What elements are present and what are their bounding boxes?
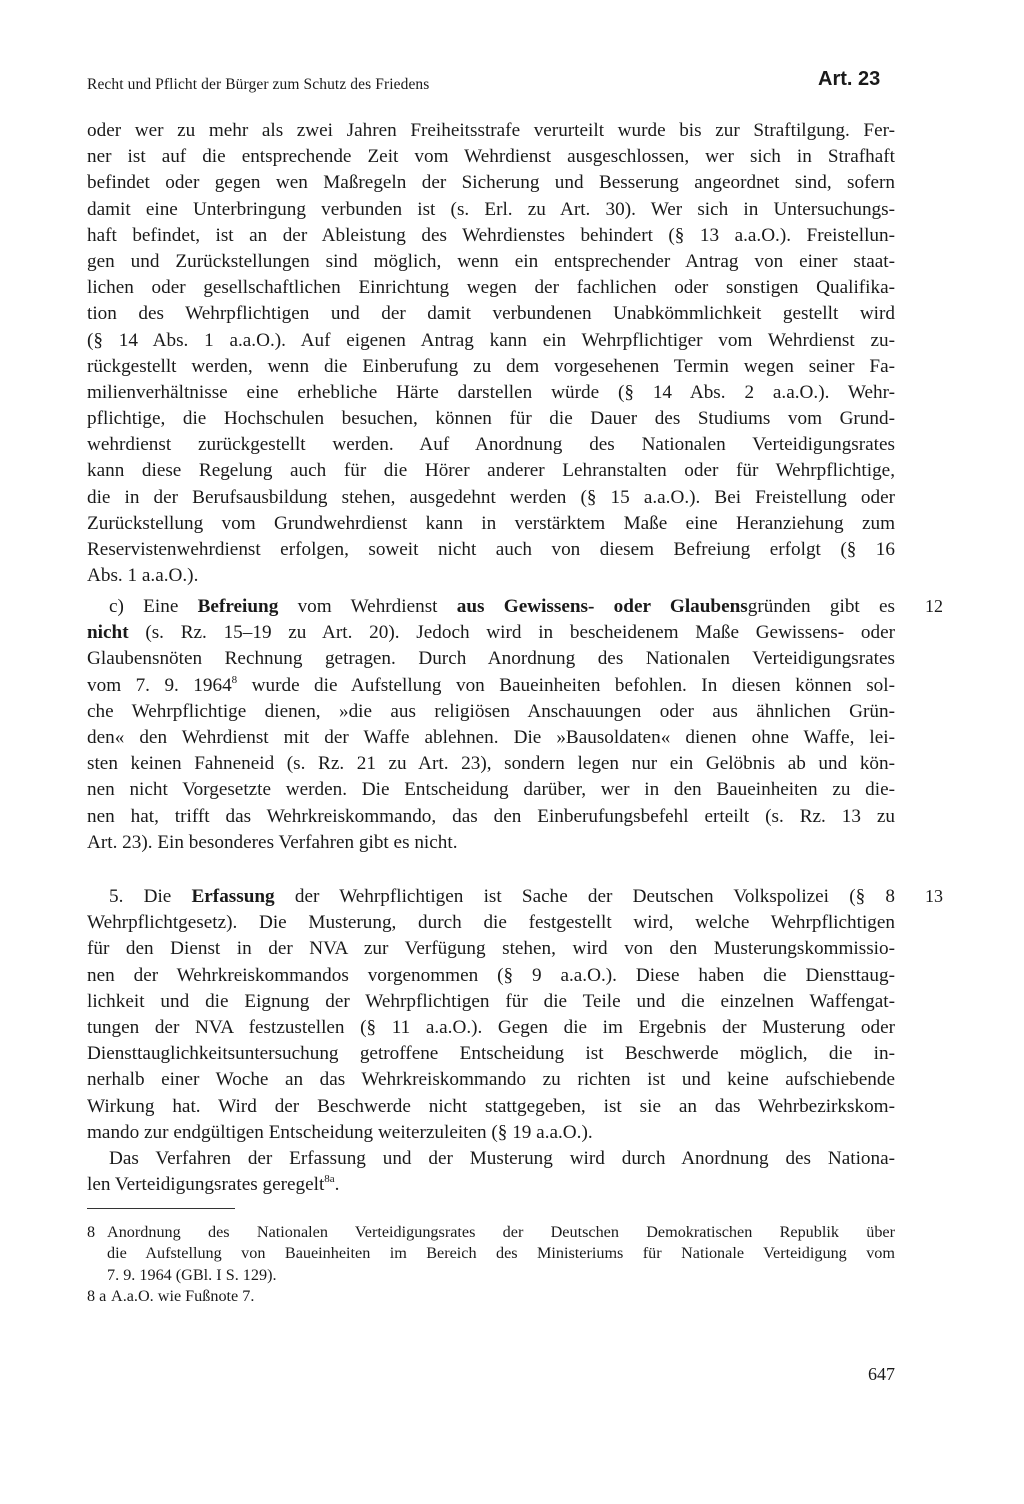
- paragraph-block-2: [87, 594, 895, 856]
- text-line: Abs. 1 a.a.O.).: [87, 565, 199, 587]
- text-line: kann diese Regelung auch für die Hörer anderer Lehranstalten oder für Wehrpflichtige,: [87, 460, 895, 482]
- text-line: befindet oder gegen wen Maßregeln der Sicherung und Besserung angeordnet sind, sofern: [87, 172, 895, 194]
- text-line: gen und Zurückstellungen sind möglich, wenn ein entsprechender Antrag von einer staat-: [87, 250, 895, 272]
- text-line: Glaubensnöten Rechnung getragen. Durch Anordnung des Nationalen Verteidigungsrates: [87, 648, 895, 670]
- text-line: che Wehrpflichtige dienen, »die aus religiösen Anschauungen oder aus ähnlichen Grün-: [87, 700, 895, 722]
- text-line: c) Eine Befreiung vom Wehrdienst aus Gewissens- oder Glaubensgründen gibt es: [109, 596, 896, 617]
- text-line: Zurückstellung vom Grundwehrdienst kann in verstärktem Maße eine Heranziehung zum: [87, 512, 895, 534]
- margin-number: 12: [925, 596, 943, 616]
- text-line: Wehrpflichtgesetz). Die Musterung, durch die festgestellt wird, welche Wehrpflichtigen: [87, 912, 895, 934]
- running-header-article: Art. 23: [818, 68, 881, 90]
- text-line: sten keinen Fahneneid (s. Rz. 21 zu Art. 23), sondern legen nur ein Gelöbnis ab und kön-: [87, 753, 895, 775]
- text-line: nerhalb einer Woche an das Wehrkreiskommando zu richten ist und keine aufschiebende: [87, 1069, 895, 1091]
- text-line: oder wer zu mehr als zwei Jahren Freiheitsstrafe verurteilt wurde bis zur Straftilgung. Fer-: [87, 120, 895, 141]
- text-line: 5. Die Erfassung der Wehrpflichtigen ist Sache der Deutschen Volkspolizei (§ 8: [109, 886, 895, 907]
- text-line: rückgestellt werden, wenn die Einberufung zu dem vorgesehenen Termin wegen seiner Fa-: [87, 355, 895, 377]
- footnote: [87, 1222, 895, 1286]
- emphasis: Erfassung: [191, 886, 275, 907]
- text-line: nen hat, trifft das Wehrkreiskommando, das den Einberufungsbefehl erteilt (s. Rz. 13 zu: [87, 805, 895, 827]
- text-line: len Verteidigungsrates geregelt$^{8a}$.: [87, 1173, 340, 1196]
- footnotes: [87, 1222, 895, 1307]
- text-line: Wirkung hat. Wird der Beschwerde nicht stattgegeben, ist sie an das Wehrbezirkskom-: [87, 1095, 895, 1117]
- emphasis: Befreiung: [197, 596, 279, 617]
- text-line: tungen der NVA festzustellen (§ 11 a.a.O.). Gegen die im Ergebnis der Musterung oder: [87, 1016, 895, 1038]
- emphasis: nicht: [87, 622, 129, 644]
- footnote-line: A.a.O. wie Fußnote 7.: [111, 1286, 255, 1305]
- text-line: pflichtige, die Hochschulen besuchen, können für die Dauer des Studiums vom Grund-: [87, 408, 895, 430]
- text-line: nicht (s. Rz. 15–19 zu Art. 20). Jedoch wird in bescheidenem Maße Gewissens- oder: [87, 622, 895, 644]
- text-line: Reservistenwehrdienst erfolgen, soweit nicht auch von diesem Befreiung erfolgt (§ 16: [87, 539, 895, 560]
- footnote: [87, 1286, 895, 1307]
- text-line: lichkeit und die Eignung der Wehrpflichtigen für die Teile und die einzelnen Waffengat-: [87, 990, 895, 1012]
- text-line: mando zur endgültigen Entscheidung weiterzuleiten (§ 19 a.a.O.).: [87, 1121, 593, 1143]
- page-number: 647: [868, 1364, 895, 1384]
- text-line: Art. 23). Ein besonderes Verfahren gibt es nicht.: [87, 831, 458, 853]
- footnote-line: Anordnung des Nationalen Verteidigungsrates der Deutschen Demokratischen Republik über: [107, 1223, 895, 1241]
- footnote-ref: 8: [231, 673, 238, 686]
- text-line: tion des Wehrpflichtigen und der damit verbundenen Unabkömmlichkeit gestellt wird: [87, 303, 895, 325]
- text-line: wehrdienst zurückgestellt werden. Auf Anordnung des Nationalen Verteidigungsrates: [87, 434, 895, 456]
- paragraph-block-3: [87, 884, 895, 1198]
- text-line: nen der Wehrkreiskommandos vorgenommen (§ 9 a.a.O.). Diese haben die Diensttaug-: [87, 964, 895, 986]
- text-line: Das Verfahren der Erfassung und der Musterung wird durch Anordnung des Nationa-: [109, 1147, 895, 1169]
- running-header-title: Recht und Pflicht der Bürger zum Schutz des Friedens: [87, 76, 430, 93]
- footnote-ref: 8a: [324, 1173, 335, 1186]
- text-line: den« den Wehrdienst mit der Waffe ablehnen. Die »Bausoldaten« dienen ohne Waffe, lei-: [87, 726, 895, 748]
- text-line: Diensttauglichkeitsuntersuchung getroffene Entscheidung ist Beschwerde möglich, die in-: [87, 1043, 895, 1065]
- text-line: (§ 14 Abs. 1 a.a.O.). Auf eigenen Antrag kann ein Wehrpflichtiger vom Wehrdienst zu-: [87, 329, 895, 351]
- footnote-label: 8 a: [87, 1286, 107, 1305]
- emphasis: aus Gewissens- oder Glaubens: [456, 596, 748, 617]
- text-line: milienverhältnisse eine erhebliche Härte darstellen würde (§ 14 Abs. 2 a.a.O.). Wehr-: [87, 381, 895, 403]
- text-line: ner ist auf die entsprechende Zeit vom Wehrdienst ausgeschlossen, wer sich in Strafhaft: [87, 146, 895, 168]
- text-line: für den Dienst in der NVA zur Verfügung stehen, wird von den Musterungskommissio-: [87, 938, 895, 960]
- footnote-separator: [87, 1208, 235, 1209]
- footnote-line: die Aufstellung von Baueinheiten im Bereich des Ministeriums für Nationale Verteidigung vom: [107, 1244, 895, 1263]
- text-line: vom 7. 9. 1964$^8$ wurde die Aufstellung von Baueinheiten befohlen. In diesen können sol-: [87, 673, 895, 696]
- footnote-label: 8: [87, 1223, 96, 1241]
- text-line: nen nicht Vorgesetzte werden. Die Entscheidung darüber, wer in den Baueinheiten zu die-: [87, 779, 895, 801]
- paragraph-block-1: [87, 118, 895, 589]
- margin-number: 13: [925, 886, 943, 906]
- footnote-line: 7. 9. 1964 (GBl. I S. 129).: [107, 1265, 277, 1284]
- text-line: haft befindet, ist an der Ableistung des Wehrdienstes behindert (§ 13 a.a.O.). Freistellun-: [87, 224, 895, 246]
- text-line: die in der Berufsausbildung stehen, ausgedehnt werden (§ 15 a.a.O.). Bei Freistellung oder: [87, 486, 895, 508]
- text-line: damit eine Unterbringung verbunden ist (s. Erl. zu Art. 30). Wer sich in Untersuchungs-: [87, 198, 895, 220]
- text-line: lichen oder gesellschaftlichen Einrichtung wegen der fachlichen oder sonstigen Qualifika-: [87, 277, 895, 299]
